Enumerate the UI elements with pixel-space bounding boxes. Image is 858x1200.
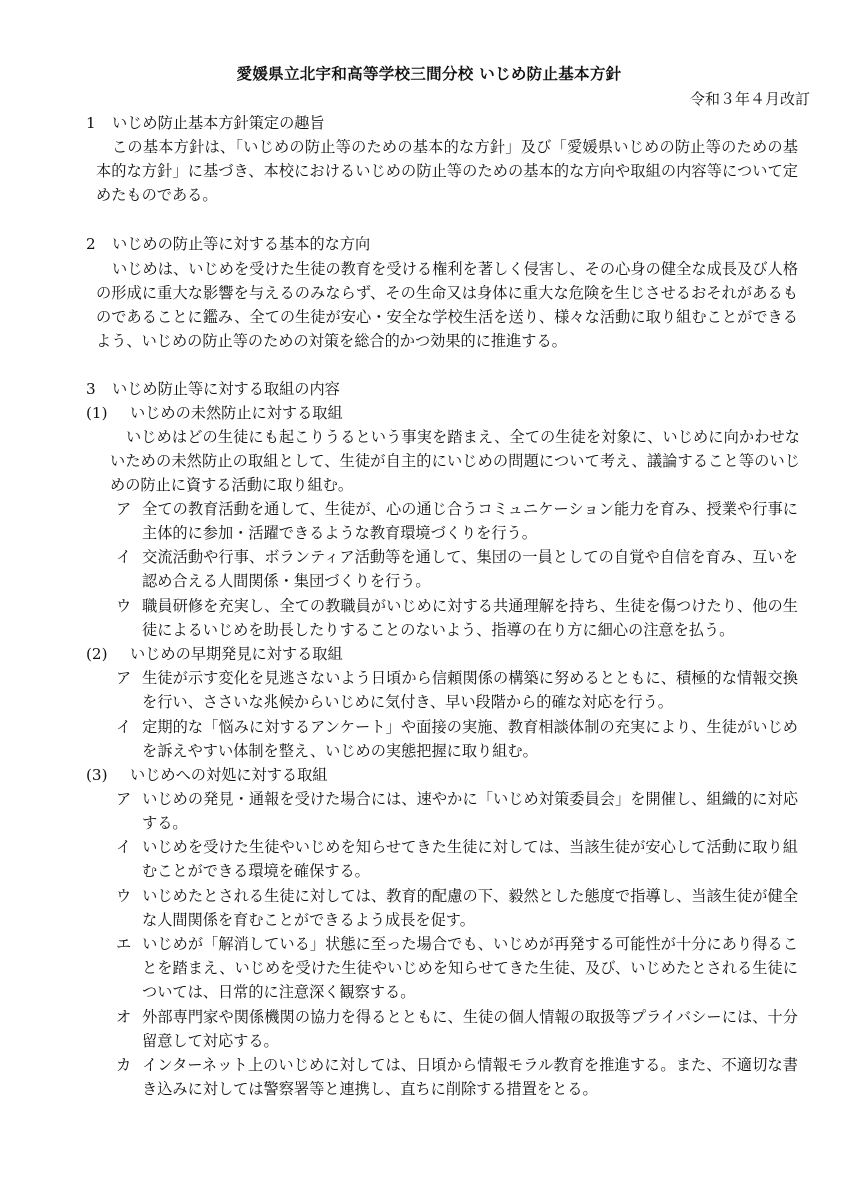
list-item: イ いじめを受けた生徒やいじめを知らせてきた生徒に対しては、当該生徒が安心して活動に取り組むことができる環境を確保する。 <box>116 838 798 880</box>
document-title: 愛媛県立北宇和高等学校三間分校 いじめ防止基本方針 <box>236 65 622 83</box>
list-item: ア 生徒が示す変化を見逃さないよう日頃から信頼関係の構築に努めるとともに、積極的な情報交換を行い、ささいな兆候からいじめに気付き、早い段階から的確な対応を行う。 <box>116 669 798 711</box>
section-1-heading: 1 いじめ防止基本方針策定の趣旨 <box>86 114 325 132</box>
list-item: ア 全ての教育活動を通して、生徒が、心の通じ合うコミュニケーション能力を育み、授業や行事に主体的に参加・活躍できるような教育環境づくりを行う。 <box>116 500 798 542</box>
list-item: イ 定期的な「悩みに対するアンケート」や面接の実施、教育相談体制の充実により、生徒がいじめを訴えやすい体制を整え、いじめの実態把握に取り組む。 <box>116 718 798 760</box>
subsection-3-heading: (3) いじめへの対処に対する取組 <box>86 766 328 784</box>
section-2-heading: 2 いじめの防止等に対する基本的な方向 <box>86 235 371 253</box>
section-2-body: いじめは、いじめを受けた生徒の教育を受ける権利を著しく侵害し、その心身の健全な成長及び人格の形成に重大な影響を与えるのみならず、その生命又は身体に重大な危険を生じさせるおそれがあるものであることに鑑み、全ての生徒が安心・安全な学校生活を送り、様々な活動に取り組むことができるよう、いじめの防止等のための対策を総合的かつ効果的に推進する。 <box>96 260 798 350</box>
subsection-1-heading: (1) いじめの未然防止に対する取組 <box>86 404 343 422</box>
list-item: カ インターネット上のいじめに対しては、日頃から情報モラル教育を推進する。また、不適切な書き込みに対しては警察署等と連携し、直ちに削除する措置をとる。 <box>116 1056 798 1098</box>
list-item: ア いじめの発見・通報を受けた場合には、速やかに「いじめ対策委員会」を開催し、組織的に対応する。 <box>116 790 798 832</box>
subsection-1-body: いじめはどの生徒にも起こりうるという事実を踏まえ、全ての生徒を対象に、いじめに向かわせないための未然防止の取組として、生徒が自主的にいじめの問題について考え、議論すること等のいじめの防止に資する活動に取り組む。 <box>110 428 800 494</box>
revision-date: 令和３年４月改訂 <box>689 90 810 108</box>
subsection-2-heading: (2) いじめの早期発見に対する取組 <box>86 645 343 663</box>
section-3-heading: 3 いじめ防止等に対する取組の内容 <box>86 380 340 398</box>
list-item: ウ いじめたとされる生徒に対しては、教育的配慮の下、毅然とした態度で指導し、当該生徒が健全な人間関係を育むことができるよう成長を促す。 <box>116 887 798 929</box>
list-item: ウ 職員研修を充実し、全ての教職員がいじめに対する共通理解を持ち、生徒を傷つけたり、他の生徒によるいじめを助長したりすることのないよう、指導の在り方に細心の注意を払う。 <box>116 597 798 639</box>
list-item: オ 外部専門家や関係機関の協力を得るとともに、生徒の個人情報の取扱等プライバシーには、十分留意して対応する。 <box>116 1008 798 1050</box>
list-item: エ いじめが「解消している」状態に至った場合でも、いじめが再発する可能性が十分にあり得ることを踏まえ、いじめを受けた生徒やいじめを知らせてきた生徒、及び、いじめたとされる生徒については、日常的に注意深く観察する。 <box>116 935 798 1001</box>
section-1-body: この基本方針は、「いじめの防止等のための基本的な方針」及び「愛媛県いじめの防止等のための基本的な方針」に基づき、本校におけるいじめの防止等のための基本的な方向や取組の内容等について定めたものである。 <box>96 138 798 204</box>
list-item: イ 交流活動や行事、ボランティア活動等を通して、集団の一員としての自覚や自信を育み、互いを認め合える人間関係・集団づくりを行う。 <box>116 548 798 590</box>
